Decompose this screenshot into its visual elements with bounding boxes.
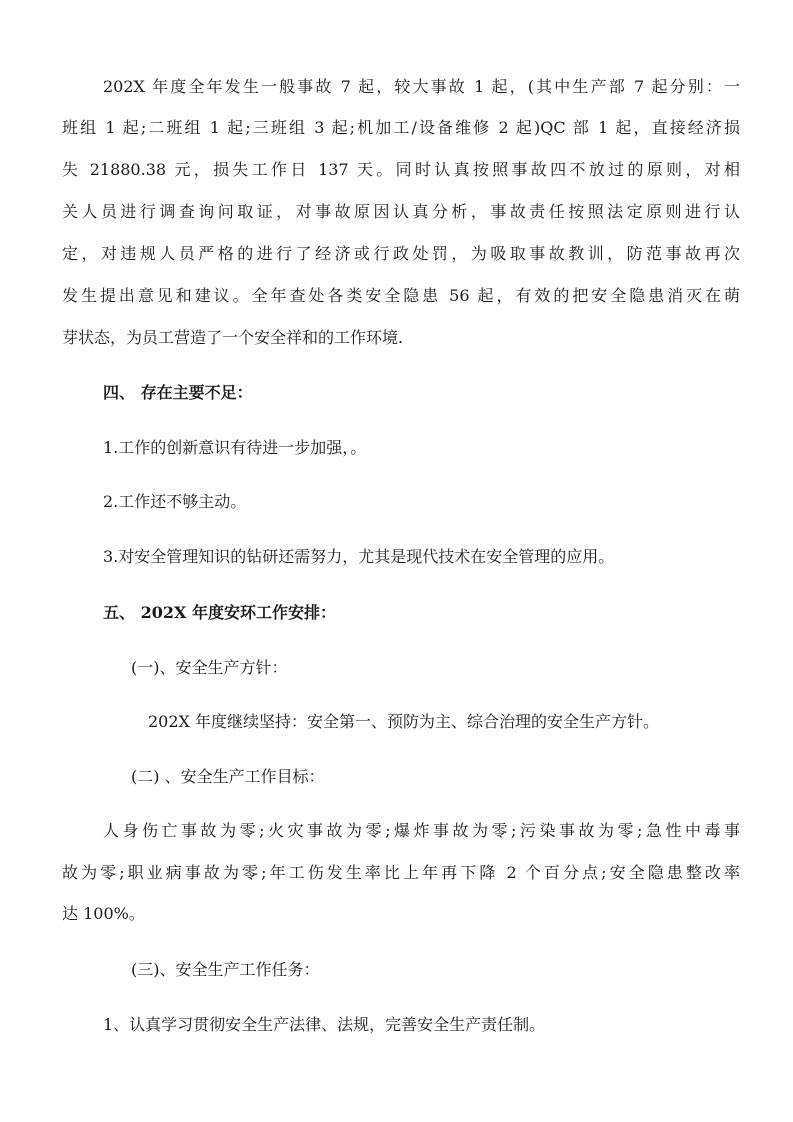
paragraph-line: 202X 年度全年发生一般事故 7 起，较大事故 1 起，(其中生产部 7 起分别：一 [103,77,740,96]
shortcoming-item: 3.对安全管理知识的钻研还需努力，尤其是现代技术在安全管理的应用。 [103,547,615,566]
paragraph-line: 定，对违规人员严格的进行了经济或行政处罚，为吸取事故教训，防范事故再次 [62,244,740,263]
paragraph-line: 失 21880.38 元，损失工作日 137 天。同时认真按照事故四不放过的原则，对相 [62,160,740,179]
subsection-3-heading: (三)、安全生产工作任务： [131,960,320,979]
goals-line: 故为零;职业病事故为零;年工伤发生率比上年再下降 2 个百分点;安全隐患整改率 [62,863,740,882]
section-5-heading: 五、 202X 年度安环工作安排： [103,603,336,622]
paragraph-line: 芽状态，为员工营造了一个安全祥和的工作环境. [62,328,404,347]
subsection-2-heading: (二) 、安全生产工作目标： [131,767,325,786]
paragraph-line: 发生提出意见和建议。全年查处各类安全隐患 56 起，有效的把安全隐患消灭在萌 [62,286,740,305]
subsection-1-heading: (一)、安全生产方针： [131,658,288,677]
shortcoming-item: 2.工作还不够主动。 [103,492,247,511]
paragraph-line: 关人员进行调查询问取证，对事故原因认真分析，事故责任按照法定原则进行认 [62,202,740,221]
goals-line: 达 100%。 [62,904,145,923]
shortcoming-item: 1.工作的创新意识有待进一步加强，。 [103,438,367,457]
task-item: 1、认真学习贯彻安全生产法律、法规，完善安全生产责任制。 [103,1015,546,1034]
subsection-1-text: 202X 年度继续坚持：安全第一、预防为主、综合治理的安全生产方针。 [148,712,660,731]
goals-line: 人身伤亡事故为零;火灾事故为零;爆炸事故为零;污染事故为零;急性中毒事 [103,821,740,840]
section-4-heading: 四、 存在主要不足： [103,383,253,402]
paragraph-line: 班组 1 起;二班组 1 起;三班组 3 起;机加工/设备维修 2 起)QC 部 1 起，直接经济损 [62,118,740,137]
